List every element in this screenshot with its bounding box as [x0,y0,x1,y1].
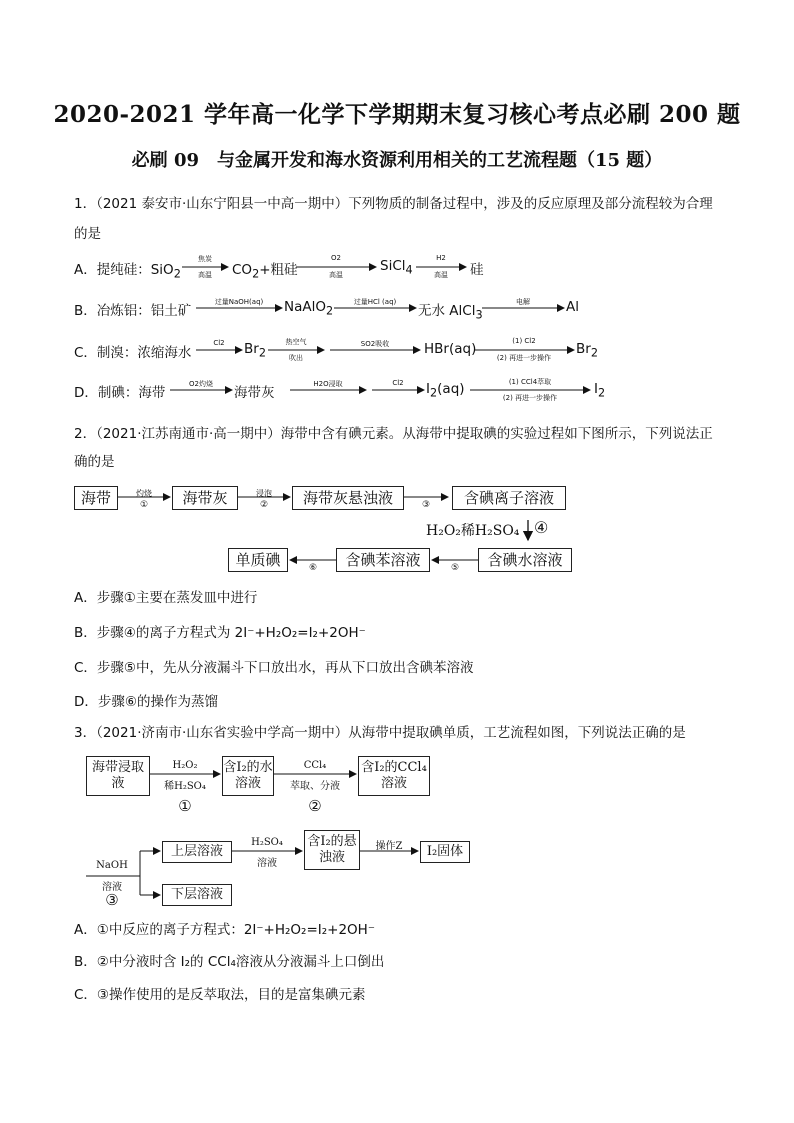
q1a-product1: $CO_2+$粗硅 [232,262,298,281]
q3-label2-bot: 萃取、分液 [290,781,340,792]
q3-label1-top: H₂O₂ [172,760,198,771]
q1b-label3: 电解 [516,298,530,306]
q3-box-ccl4: 含I₂的CCl₄溶液 [358,756,430,796]
q1c-label4-top: (1) Cl2 [512,337,536,345]
q2-label3: ③ [421,500,431,510]
q1-option-b[interactable]: B．冶炼铝：铝土矿 [74,303,192,319]
q3-label2-top: CCl₄ [303,760,327,771]
q1-stem-line2: 的是 [74,226,101,242]
q1c-product2: HBr(aq) [424,341,477,357]
q1b-label1: 过量NaOH(aq) [214,298,264,306]
q3-label1-num: ① [178,797,192,815]
page-subtitle: 必刷 09 与金属开发和海水资源利用相关的工艺流程题（15 题） [131,150,663,171]
q1-option-a[interactable]: A．提纯硅：SiO$_2$ [74,262,181,281]
q1c-label2-top: 热空气 [285,338,307,346]
q3-label3-top: NaOH [96,860,128,871]
q1d-product3: $I_2$ [594,381,606,400]
q2-label1-top: 灼烧 [136,489,152,498]
q3-label4-bot: 溶液 [257,858,277,869]
q3-box-solid: I₂固体 [420,841,470,863]
q3-label3-bot: 溶液 [102,882,122,893]
q1b-product1: NaAlO$_2$ [284,299,334,318]
q1a-product3: 硅 [470,262,484,278]
q1a-label1-bot: 高温 [198,271,212,279]
q1c-label4-bot: (2) 再进一步操作 [496,354,552,362]
q2-label4-reagents: H₂O₂稀H₂SO₄ [426,523,520,539]
q2-label2-bot: ② [259,500,269,510]
q2-stem-line2: 确的是 [74,454,115,470]
q1d-product2: $I_2(aq)$ [426,381,465,400]
q1-option-d[interactable]: D．制碘：海带 [74,385,166,401]
page-title: 2020-2021 学年高一化学下学期期末复习核心考点必刷 200 题 [53,101,741,128]
q2-label5: ⑤ [450,563,460,573]
q2-box-iodine-benzene: 含碘苯溶液 [336,548,430,572]
q1-option-c[interactable]: C．制溴：浓缩海水 [74,345,192,361]
q3-box-upper: 上层溶液 [162,841,232,863]
q1d-label4-bot: (2) 再进一步操作 [502,394,558,402]
q2-stem-line1: 2．（2021·江苏南通市·高一期中）海带中含有碘元素。从海带中提取碘的实验过程如下图所示，下列说法正 [74,426,713,442]
q2-label1-bot: ① [139,500,149,510]
q1a-label2-bot: 高温 [329,271,343,279]
q2-option-d[interactable]: D．步骤⑥的操作为蒸馏 [74,694,218,710]
q3-box-suspension: 含I₂的悬浊液 [304,830,360,870]
q1a-label2-top: O2 [331,254,341,262]
q1c-product1: $Br_2$ [244,341,266,360]
q1c-product3: $Br_2$ [576,341,598,360]
q2-box-suspension: 海带灰悬浊液 [292,486,404,510]
q2-label4-num: ④ [534,518,549,537]
q1-stem-line1: 1．（2021 泰安市·山东宁阳县一中高一期中）下列物质的制备过程中，涉及的反应原理及部分流程较为合理 [74,196,713,212]
q1d-label4-top: (1) CCl4萃取 [508,378,552,386]
q2-box-iodine-water: 含碘水溶液 [478,548,572,572]
q1a-label1-top: 焦炭 [198,255,212,263]
q1d-label1: O2灼烧 [189,380,213,388]
q2-option-a[interactable]: A．步骤①主要在蒸发皿中进行 [74,590,258,606]
q2-box-haidai: 海带 [74,486,118,510]
q3-label5-top: 操作Z [375,841,403,852]
q2-box-iodine: 单质碘 [228,548,288,572]
q3-box-lower: 下层溶液 [162,884,232,906]
q2-box-haidaihui: 海带灰 [172,486,238,510]
q2-option-b[interactable]: B．步骤④的离子方程式为 2I⁻+H₂O₂=I₂+2OH⁻ [74,625,366,641]
q3-option-c[interactable]: C．③操作使用的是反萃取法，目的是富集碘元素 [74,987,366,1003]
q3-label4-top: H₂SO₄ [251,837,283,848]
q1c-label3: SO2吸收 [360,340,390,348]
q1c-label1: Cl2 [213,339,225,347]
q3-box-extract: 海带浸取液 [86,756,150,796]
q2-box-iodide-solution: 含碘离子溶液 [452,486,566,510]
q1d-label3: Cl2 [392,379,404,387]
q1b-product3: Al [566,299,579,315]
q3-label3-num: ③ [105,891,119,909]
q2-label6: ⑥ [308,563,318,573]
q3-label1-bot: 稀H₂SO₄ [164,781,206,792]
q1d-product1: 海带灰 [234,385,275,401]
q1d-label2: H2O浸取 [313,380,343,388]
q3-box-aqueous: 含I₂的水溶液 [222,756,274,796]
q2-label2-top: 浸泡 [256,489,272,498]
q1b-product2: 无水 AlCl$_3$ [418,303,483,322]
q1a-product2: SiCl$_4$ [380,258,413,277]
q3-option-a[interactable]: A．①中反应的离子方程式：2I⁻+H₂O₂=I₂+2OH⁻ [74,922,375,938]
q3-label2-num: ② [308,797,322,815]
q1c-label2-bot: 吹出 [289,354,303,362]
q1b-label2: 过量HCl (aq) [353,298,397,306]
q3-stem: 3．（2021·济南市·山东省实验中学高一期中）从海带中提取碘单质，工艺流程如图，下列说法正确的是 [74,725,686,741]
q2-option-c[interactable]: C．步骤⑤中，先从分液漏斗下口放出水，再从下口放出含碘苯溶液 [74,660,474,676]
q3-option-b[interactable]: B．②中分液时含 I₂的 CCl₄溶液从分液漏斗上口倒出 [74,954,385,970]
q1a-label3-top: H2 [436,254,446,262]
q1a-label3-bot: 高温 [434,271,448,279]
